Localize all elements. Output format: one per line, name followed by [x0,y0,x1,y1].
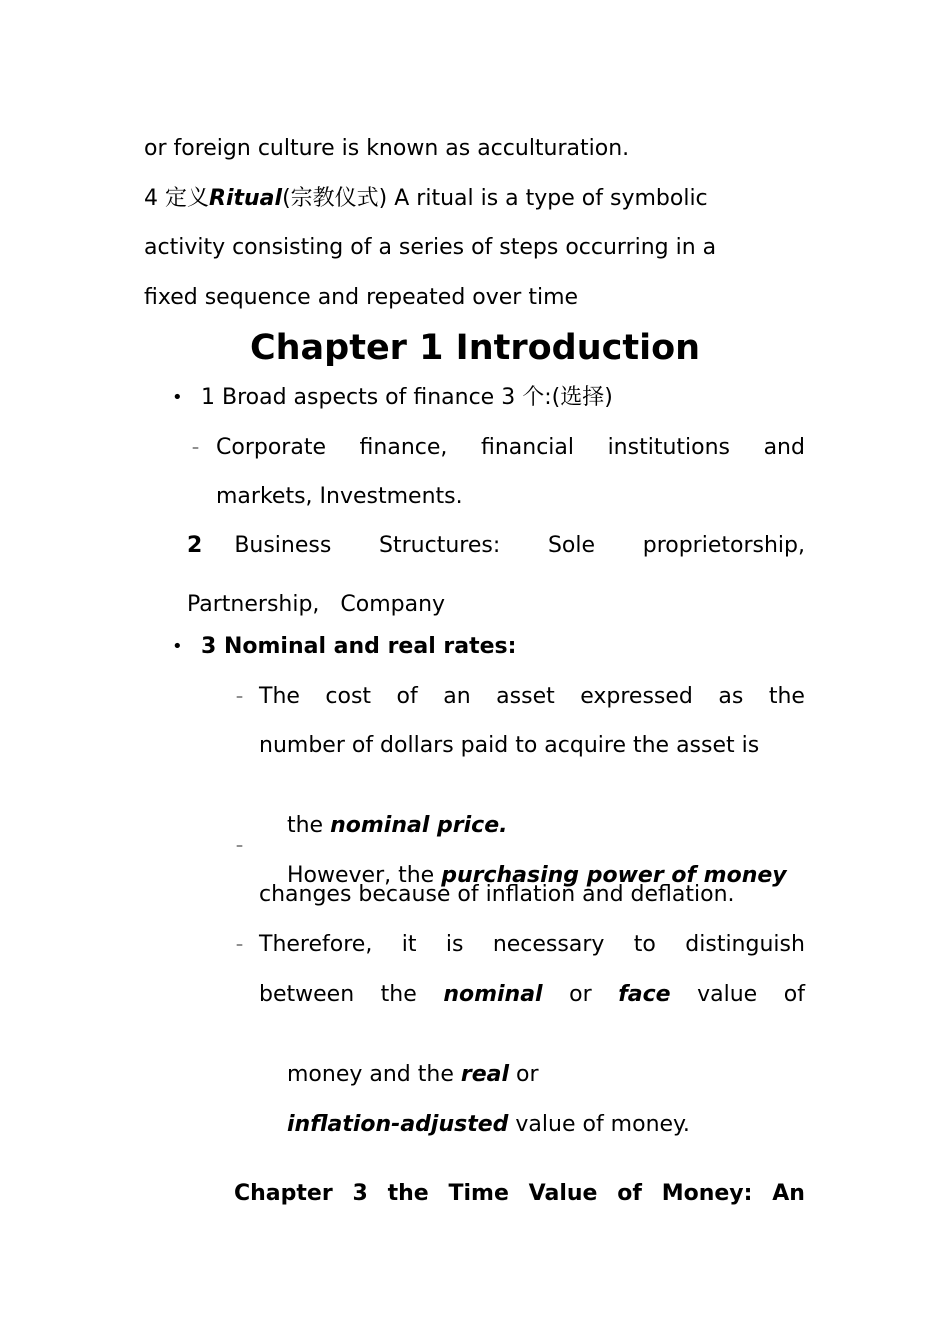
word: is [445,932,464,957]
word: distinguish [685,932,805,957]
item-number: 2 [187,533,203,558]
definition-number: 4 [144,186,165,211]
list-item-text: 1 Broad aspects of finance 3 [201,385,523,410]
list-item-1 [201,383,613,413]
definition-term-cn: 宗教仪式 [290,186,379,211]
word: cost [325,684,372,709]
list-item-3-heading: 3 Nominal and real rates: [201,634,517,659]
word: the [768,684,805,709]
dash-marker: – [236,838,243,854]
sub-item-line: changes because of inflation and deflation. [259,882,735,907]
word: Structures: [379,533,501,558]
emphasis-term: purchasing power of money [441,863,787,888]
word: necessary [492,932,605,957]
dash-marker: – [192,440,199,456]
text-line: activity consisting of a series of steps occurring in a [144,235,717,260]
word: between [259,982,355,1007]
text: money and the [286,1062,461,1087]
word: an [443,684,471,709]
word: it [401,932,417,957]
bullet-marker: • [172,387,183,408]
definition-term: Ritual [209,186,283,211]
paren-close: ) [378,186,388,211]
word: asset [496,684,555,709]
definition-label-cn: 定义 [165,186,210,211]
word: of [783,982,805,1007]
item-words [234,531,805,561]
list-item-text-cn: 选择 [560,385,605,410]
dash-marker: – [236,937,243,953]
chapter-3-title [234,1179,805,1209]
word: An [772,1181,805,1206]
word: the [387,1181,429,1206]
bullet-marker: • [172,636,183,657]
sub-item-line: markets, Investments. [216,484,463,509]
word: proprietorship, [642,533,805,558]
sub-item-line [259,682,805,712]
definition-line [144,184,708,214]
word: institutions [607,435,730,460]
list-item-2 [187,531,805,561]
word: and [763,435,805,460]
word: Sole [547,533,596,558]
word: as [718,684,744,709]
chapter-1-title: Chapter 1 Introduction [249,328,701,368]
word: Chapter [234,1181,333,1206]
word: Business [234,533,332,558]
word: or [569,982,592,1007]
sub-item-line: number of dollars paid to acquire the asset is [259,733,760,758]
word: Corporate [216,435,326,460]
text: or [509,1062,539,1087]
emphasis-term: face [618,982,671,1007]
word: The [259,684,300,709]
word: Money: [661,1181,753,1206]
emphasis-term: nominal price. [330,813,508,838]
list-item-text-cn: 个 [522,385,545,410]
word: Time [448,1181,509,1206]
word: of [617,1181,642,1206]
emphasis-term: real [460,1062,510,1087]
emphasis-term: inflation-adjusted [286,1112,509,1137]
text: the [286,813,331,838]
word: Value [528,1181,598,1206]
list-item-text: :( [544,385,561,410]
list-item-line: Partnership, Company [187,592,446,617]
word: the [380,982,417,1007]
word: 3 [352,1181,368,1206]
sub-item-line [259,1080,690,1170]
list-item-text: ) [604,385,613,410]
paren-open: ( [282,186,291,211]
word: expressed [580,684,693,709]
emphasis-term: nominal [443,982,543,1007]
word: financial [480,435,574,460]
sub-item-line [259,930,805,960]
word: to [633,932,656,957]
text-line: fixed sequence and repeated over time [144,285,579,310]
sub-item-line [259,980,805,1010]
text: value of money. [508,1112,690,1137]
sub-item-line [216,433,805,463]
word: Therefore, [259,932,373,957]
text-line: or foreign culture is known as acculturation. [144,136,630,161]
word: of [396,684,418,709]
definition-text: A ritual is a type of symbolic [387,186,708,211]
dash-marker: – [236,689,243,705]
word: finance, [359,435,448,460]
word: value [697,982,758,1007]
text: However, the [286,863,442,888]
